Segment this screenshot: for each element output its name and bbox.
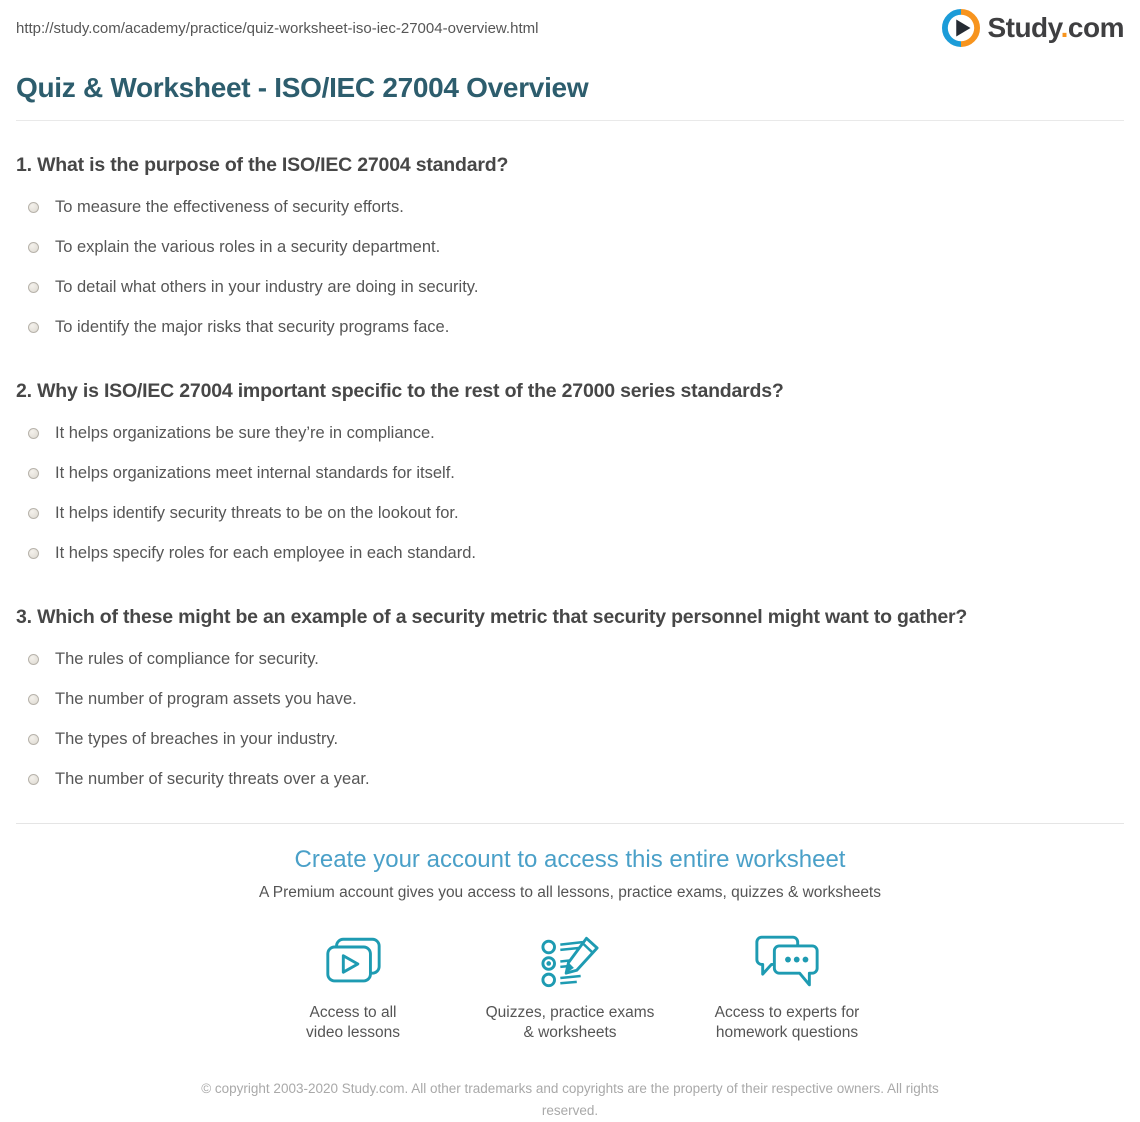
quiz-content: [0, 154, 1140, 799]
answer-option[interactable]: [16, 267, 1124, 307]
answer-option-label: The number of security threats over a year.: [55, 770, 370, 788]
logo-study-text: Study: [987, 12, 1061, 43]
chat-bubbles-icon: [679, 932, 896, 990]
answer-option[interactable]: [16, 413, 1124, 453]
page-title: Quiz & Worksheet - ISO/IEC 27004 Overview: [16, 72, 589, 103]
feature-caption-line: homework questions: [715, 1024, 859, 1042]
radio-button[interactable]: [28, 322, 39, 333]
radio-button[interactable]: [28, 282, 39, 293]
answer-option-label: It helps identify security threats to be on the lookout for.: [55, 504, 459, 522]
play-circle-icon: [942, 9, 980, 47]
radio-button[interactable]: [28, 242, 39, 253]
logo-com-text: com: [1067, 12, 1124, 43]
radio-button[interactable]: [28, 654, 39, 665]
answer-option-label: The rules of compliance for security.: [55, 650, 319, 668]
radio-button[interactable]: [28, 428, 39, 439]
feature-caption-line: Access to all: [309, 1004, 397, 1021]
radio-button[interactable]: [28, 202, 39, 213]
radio-button[interactable]: [28, 774, 39, 785]
feature-caption: [245, 1003, 462, 1044]
answer-option-label: To explain the various roles in a security department.: [55, 238, 441, 256]
answer-option-label: It helps organizations meet internal standards for itself.: [55, 464, 455, 482]
feature-caption-line: video lessons: [306, 1024, 400, 1042]
answer-option-label: To identify the major risks that security programs face.: [55, 318, 450, 336]
question-label: 3. Which of these might be an example of a security metric that security personnel might want to gather?: [16, 606, 968, 628]
radio-button[interactable]: [28, 468, 39, 479]
radio-button[interactable]: [28, 548, 39, 559]
cta-section: [0, 846, 1140, 1044]
feature-caption-line: & worksheets: [523, 1024, 617, 1042]
answer-option-label: It helps organizations be sure they’re in compliance.: [55, 424, 435, 442]
answer-option[interactable]: [16, 307, 1124, 347]
header: [0, 0, 1140, 48]
answer-option[interactable]: [16, 719, 1124, 759]
video-lessons-icon: [245, 932, 462, 990]
answer-option-label: The number of program assets you have.: [55, 690, 357, 708]
page-url: http://study.com/academy/practice/quiz-worksheet-iso-iec-27004-overview.html: [16, 19, 539, 37]
answer-option[interactable]: [16, 679, 1124, 719]
feature-quizzes-worksheets: [462, 932, 679, 1044]
answer-options: [16, 413, 1124, 573]
feature-video-lessons: [245, 932, 462, 1044]
feature-caption-line: Access to experts for: [714, 1004, 860, 1021]
quiz-pencil-icon: [462, 932, 679, 990]
copyright-text: © copyright 2003-2020 Study.com. All other trademarks and copyrights are the property of their respective owners. All rights reserved.: [201, 1080, 939, 1119]
answer-option[interactable]: [16, 533, 1124, 573]
title-divider: [16, 120, 1124, 121]
answer-option[interactable]: [16, 639, 1124, 679]
logo-dot-text: .: [1060, 12, 1068, 43]
feature-caption: [679, 1003, 896, 1044]
answer-option[interactable]: [16, 453, 1124, 493]
answer-option-label: To detail what others in your industry are doing in security.: [55, 278, 479, 296]
studycom-logo[interactable]: [942, 9, 1124, 47]
answer-options: [16, 187, 1124, 347]
cta-heading[interactable]: Create your account to access this entire worksheet: [294, 846, 846, 873]
question-3: [16, 606, 1124, 799]
question-label: 1. What is the purpose of the ISO/IEC 27004 standard?: [16, 154, 509, 176]
answer-option-label: It helps specify roles for each employee in each standard.: [55, 544, 476, 562]
content-divider: [16, 823, 1124, 824]
feature-expert-help: [679, 932, 896, 1044]
question-1: [16, 154, 1124, 347]
answer-option-label: The types of breaches in your industry.: [55, 730, 339, 748]
answer-option[interactable]: [16, 187, 1124, 227]
radio-button[interactable]: [28, 734, 39, 745]
feature-caption-line: Quizzes, practice exams: [485, 1004, 655, 1021]
features-row: [0, 932, 1140, 1044]
answer-option[interactable]: [16, 227, 1124, 267]
logo-wordmark: [987, 12, 1124, 44]
question-2: [16, 380, 1124, 573]
radio-button[interactable]: [28, 694, 39, 705]
feature-caption: [462, 1003, 679, 1044]
answer-option[interactable]: [16, 759, 1124, 799]
answer-option[interactable]: [16, 493, 1124, 533]
radio-button[interactable]: [28, 508, 39, 519]
answer-option-label: To measure the effectiveness of security efforts.: [55, 198, 404, 216]
question-label: 2. Why is ISO/IEC 27004 important specific to the rest of the 27000 series standards?: [16, 380, 784, 402]
cta-subheading: A Premium account gives you access to all lessons, practice exams, quizzes & worksheets: [259, 884, 881, 901]
answer-options: [16, 639, 1124, 799]
